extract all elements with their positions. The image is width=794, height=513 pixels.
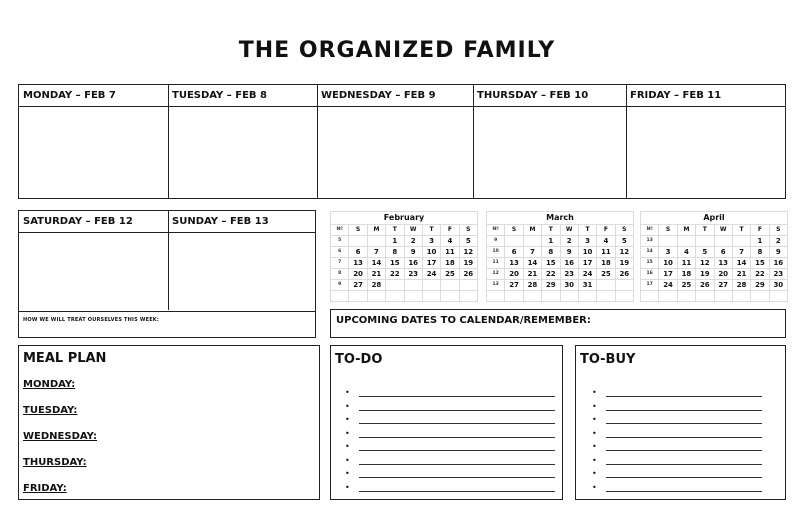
bullet-line-item xyxy=(345,402,555,414)
calendar-week-number-header: Nº xyxy=(641,225,659,236)
calendar-day: 19 xyxy=(696,269,714,280)
calendar-day xyxy=(714,291,732,302)
calendar-day: 4 xyxy=(441,236,459,247)
calendar-weekday-header: S xyxy=(459,225,477,236)
calendar-day: 28 xyxy=(523,280,541,291)
calendar-day: 21 xyxy=(732,269,750,280)
calendar-weekday-header: T xyxy=(578,225,596,236)
calendar-weekday-header: T xyxy=(422,225,440,236)
treat-label: HOW WE WILL TREAT OURSELVES THIS WEEK: xyxy=(23,317,160,323)
day-label-thursday: THURSDAY – FEB 10 xyxy=(477,90,589,101)
bullet-icon: • xyxy=(592,428,597,438)
calendar-day: 31 xyxy=(578,280,596,291)
calendar-day xyxy=(459,280,477,291)
calendar-weekday-header: F xyxy=(751,225,769,236)
calendar-weekday-header: S xyxy=(349,225,367,236)
calendar-day: 11 xyxy=(597,247,615,258)
calendar-day: 4 xyxy=(597,236,615,247)
calendar-month-title: March xyxy=(487,212,634,225)
calendar-day: 17 xyxy=(422,258,440,269)
weekend-grid xyxy=(18,210,316,338)
tobuy-box xyxy=(575,345,786,500)
bullet-icon: • xyxy=(592,469,597,478)
calendar-weekday-header: M xyxy=(367,225,385,236)
bullet-icon: • xyxy=(345,415,350,424)
calendar-week-number: 6 xyxy=(331,247,349,258)
calendar-day xyxy=(349,291,367,302)
calendar-day: 12 xyxy=(696,258,714,269)
calendar-week-number: 9 xyxy=(331,280,349,291)
calendar-day xyxy=(696,236,714,247)
calendar-weekday-header: S xyxy=(615,225,633,236)
calendar-day xyxy=(505,236,523,247)
calendar-day: 23 xyxy=(404,269,422,280)
day-label-friday: FRIDAY – FEB 11 xyxy=(630,90,722,101)
calendar-week-number: 11 xyxy=(487,258,505,269)
bullet-icon: • xyxy=(592,455,597,465)
calendar-day: 13 xyxy=(505,258,523,269)
calendar-day xyxy=(615,280,633,291)
calendar-day: 16 xyxy=(404,258,422,269)
calendar-day xyxy=(615,291,633,302)
calendar-day: 23 xyxy=(769,269,787,280)
calendar-weekday-header: W xyxy=(560,225,578,236)
bullet-line-item xyxy=(592,469,762,481)
calendar-day: 13 xyxy=(349,258,367,269)
todo-list xyxy=(345,388,555,498)
calendar-week-number xyxy=(641,291,659,302)
calendar-day: 29 xyxy=(751,280,769,291)
calendar-day: 19 xyxy=(615,258,633,269)
writing-line xyxy=(606,477,762,478)
calendar-day: 7 xyxy=(732,247,750,258)
bullet-line-item xyxy=(592,402,762,414)
calendar-day: 29 xyxy=(542,280,560,291)
weekday-grid xyxy=(18,84,786,199)
calendar-day: 1 xyxy=(386,236,404,247)
calendar-day: 3 xyxy=(659,247,677,258)
writing-line xyxy=(359,477,555,478)
calendar-day: 27 xyxy=(505,280,523,291)
calendar-weekday-header: S xyxy=(659,225,677,236)
calendar-day: 26 xyxy=(696,280,714,291)
calendar-day xyxy=(422,291,440,302)
calendar-day: 9 xyxy=(560,247,578,258)
calendar-day: 8 xyxy=(751,247,769,258)
bullet-icon: • xyxy=(345,401,350,411)
calendar-day xyxy=(714,236,732,247)
calendar-week-number: 13 xyxy=(487,280,505,291)
calendar-day: 2 xyxy=(769,236,787,247)
calendar-week-number: 16 xyxy=(641,269,659,280)
calendar-week-number: 12 xyxy=(487,269,505,280)
calendar-april xyxy=(640,211,788,302)
bullet-icon: • xyxy=(345,388,350,397)
calendar-day xyxy=(677,291,695,302)
calendar-weekday-header: S xyxy=(769,225,787,236)
calendar-day: 12 xyxy=(615,247,633,258)
calendar-week-number-header: Nº xyxy=(331,225,349,236)
calendar-day xyxy=(769,291,787,302)
bullet-icon: • xyxy=(345,428,350,438)
calendar-day: 1 xyxy=(751,236,769,247)
calendar-day: 15 xyxy=(542,258,560,269)
calendar-weekday-header: S xyxy=(505,225,523,236)
calendar-day: 11 xyxy=(677,258,695,269)
page-title: THE ORGANIZED FAMILY xyxy=(238,38,556,63)
calendar-day: 7 xyxy=(367,247,385,258)
day-label-saturday: SATURDAY – FEB 12 xyxy=(23,216,133,227)
calendar-february xyxy=(330,211,478,302)
bullet-line-item xyxy=(345,429,555,441)
calendar-day: 1 xyxy=(542,236,560,247)
calendar-day xyxy=(505,291,523,302)
treat-divider xyxy=(19,311,315,312)
calendar-day: 30 xyxy=(769,280,787,291)
meal-day-thursday: THURSDAY: xyxy=(23,457,87,468)
calendar-day xyxy=(459,291,477,302)
upcoming-label: UPCOMING DATES TO CALENDAR/REMEMBER: xyxy=(336,315,591,326)
calendar-week-number: 10 xyxy=(487,247,505,258)
writing-line xyxy=(359,437,555,438)
writing-line xyxy=(359,410,555,411)
calendar-day: 17 xyxy=(578,258,596,269)
bullet-icon: • xyxy=(592,482,597,492)
calendar-month-title: April xyxy=(641,212,788,225)
writing-line xyxy=(606,437,762,438)
bullet-line-item xyxy=(592,388,762,400)
day-label-tuesday: TUESDAY – FEB 8 xyxy=(172,90,267,101)
calendar-day: 13 xyxy=(714,258,732,269)
calendar-week-number: 13 xyxy=(641,236,659,247)
calendar-day xyxy=(696,291,714,302)
calendar-day: 18 xyxy=(441,258,459,269)
calendar-day: 9 xyxy=(769,247,787,258)
calendar-week-number: 8 xyxy=(331,269,349,280)
writing-line xyxy=(606,491,762,492)
calendar-week-number xyxy=(331,291,349,302)
bullet-line-item xyxy=(592,483,762,495)
calendar-day: 12 xyxy=(459,247,477,258)
calendar-day: 26 xyxy=(615,269,633,280)
calendar-day xyxy=(404,280,422,291)
calendar-day: 25 xyxy=(597,269,615,280)
calendar-day: 2 xyxy=(560,236,578,247)
writing-line xyxy=(359,491,555,492)
writing-line xyxy=(359,423,555,424)
calendar-march xyxy=(486,211,634,302)
bullet-line-item xyxy=(345,415,555,427)
todo-title: TO-DO xyxy=(335,352,383,367)
calendar-day: 19 xyxy=(459,258,477,269)
tobuy-title: TO-BUY xyxy=(580,352,636,367)
calendar-weekday-header: T xyxy=(386,225,404,236)
calendar-day: 24 xyxy=(578,269,596,280)
calendar-day xyxy=(386,291,404,302)
calendar-day xyxy=(349,236,367,247)
bullet-line-item xyxy=(345,442,555,454)
calendar-day: 9 xyxy=(404,247,422,258)
bullet-line-item xyxy=(592,429,762,441)
bullet-icon: • xyxy=(345,482,350,492)
calendar-day: 5 xyxy=(459,236,477,247)
day-label-sunday: SUNDAY – FEB 13 xyxy=(172,216,269,227)
calendar-day xyxy=(441,280,459,291)
writing-line xyxy=(359,396,555,397)
calendar-day: 4 xyxy=(677,247,695,258)
calendar-day xyxy=(404,291,422,302)
calendar-day xyxy=(732,236,750,247)
calendar-day xyxy=(659,291,677,302)
calendar-weekday-header: F xyxy=(441,225,459,236)
calendar-day: 14 xyxy=(732,258,750,269)
calendar-day: 27 xyxy=(714,280,732,291)
calendar-day: 23 xyxy=(560,269,578,280)
calendar-weekday-header: M xyxy=(523,225,541,236)
bullet-icon: • xyxy=(345,455,350,465)
calendar-day xyxy=(523,236,541,247)
calendar-week-number: 9 xyxy=(487,236,505,247)
calendar-day: 3 xyxy=(578,236,596,247)
meal-plan-box xyxy=(18,345,320,500)
calendar-day: 24 xyxy=(422,269,440,280)
calendar-day: 22 xyxy=(386,269,404,280)
calendar-day: 22 xyxy=(751,269,769,280)
calendar-day: 17 xyxy=(659,269,677,280)
calendar-weekday-header: T xyxy=(542,225,560,236)
calendar-day: 15 xyxy=(386,258,404,269)
calendar-week-number: 5 xyxy=(331,236,349,247)
bullet-icon: • xyxy=(592,442,597,451)
meal-day-tuesday: TUESDAY: xyxy=(23,405,78,416)
bullet-line-item xyxy=(592,456,762,468)
meal-plan-title: MEAL PLAN xyxy=(23,351,107,366)
calendar-day: 20 xyxy=(349,269,367,280)
calendar-weekday-header: M xyxy=(677,225,695,236)
calendar-day: 20 xyxy=(714,269,732,280)
calendar-day: 26 xyxy=(459,269,477,280)
bullet-line-item xyxy=(345,469,555,481)
meal-day-wednesday: WEDNESDAY: xyxy=(23,431,98,442)
bullet-icon: • xyxy=(345,442,350,451)
calendar-day: 14 xyxy=(367,258,385,269)
calendar-weekday-header: W xyxy=(714,225,732,236)
calendar-day: 8 xyxy=(542,247,560,258)
bullet-icon: • xyxy=(592,415,597,424)
bullet-line-item xyxy=(345,388,555,400)
calendar-day xyxy=(677,236,695,247)
calendar-weekday-header: W xyxy=(404,225,422,236)
writing-line xyxy=(606,423,762,424)
calendar-week-number: 17 xyxy=(641,280,659,291)
writing-line xyxy=(606,410,762,411)
calendar-week-number: 7 xyxy=(331,258,349,269)
calendar-weekday-header: T xyxy=(696,225,714,236)
writing-line xyxy=(606,396,762,397)
calendar-week-number: 15 xyxy=(641,258,659,269)
calendar-day: 22 xyxy=(542,269,560,280)
calendar-day: 3 xyxy=(422,236,440,247)
todo-box xyxy=(330,345,563,500)
bullet-line-item xyxy=(592,442,762,454)
calendar-day xyxy=(523,291,541,302)
calendar-month-title: February xyxy=(331,212,478,225)
calendar-day: 27 xyxy=(349,280,367,291)
bullet-icon: • xyxy=(345,469,350,478)
calendar-day: 21 xyxy=(523,269,541,280)
calendar-day xyxy=(659,236,677,247)
calendar-day: 15 xyxy=(751,258,769,269)
calendar-weekday-header: F xyxy=(597,225,615,236)
day-label-monday: MONDAY – FEB 7 xyxy=(23,90,116,101)
calendar-day: 10 xyxy=(578,247,596,258)
calendar-day: 28 xyxy=(732,280,750,291)
bullet-line-item xyxy=(345,483,555,495)
calendar-day xyxy=(422,280,440,291)
calendar-day: 21 xyxy=(367,269,385,280)
calendar-day: 14 xyxy=(523,258,541,269)
calendar-day: 5 xyxy=(696,247,714,258)
calendar-week-number-header: Nº xyxy=(487,225,505,236)
calendar-day: 25 xyxy=(441,269,459,280)
calendar-day: 16 xyxy=(769,258,787,269)
bullet-line-item xyxy=(345,456,555,468)
calendar-week-number: 14 xyxy=(641,247,659,258)
writing-line xyxy=(606,450,762,451)
calendar-day xyxy=(732,291,750,302)
calendar-day xyxy=(386,280,404,291)
calendar-day xyxy=(751,291,769,302)
calendar-day: 5 xyxy=(615,236,633,247)
calendar-day: 24 xyxy=(659,280,677,291)
calendar-day: 10 xyxy=(422,247,440,258)
calendar-day: 18 xyxy=(597,258,615,269)
calendar-day: 6 xyxy=(349,247,367,258)
meal-day-monday: MONDAY: xyxy=(23,379,76,390)
calendar-day: 28 xyxy=(367,280,385,291)
bullet-icon: • xyxy=(592,401,597,411)
calendar-day: 2 xyxy=(404,236,422,247)
calendar-day: 30 xyxy=(560,280,578,291)
calendar-day: 7 xyxy=(523,247,541,258)
calendar-day: 20 xyxy=(505,269,523,280)
upcoming-box xyxy=(330,309,786,338)
calendar-day: 11 xyxy=(441,247,459,258)
calendar-day xyxy=(597,280,615,291)
writing-line xyxy=(606,464,762,465)
bullet-line-item xyxy=(592,415,762,427)
calendar-day xyxy=(578,291,596,302)
calendar-day xyxy=(560,291,578,302)
tobuy-list xyxy=(592,388,762,498)
calendar-day xyxy=(367,236,385,247)
calendar-day xyxy=(542,291,560,302)
calendar-day: 16 xyxy=(560,258,578,269)
calendar-day xyxy=(441,291,459,302)
calendar-day: 8 xyxy=(386,247,404,258)
calendar-day: 6 xyxy=(505,247,523,258)
calendar-week-number xyxy=(487,291,505,302)
writing-line xyxy=(359,464,555,465)
bullet-icon: • xyxy=(592,388,597,397)
calendar-day: 25 xyxy=(677,280,695,291)
calendar-day: 18 xyxy=(677,269,695,280)
meal-day-friday: FRIDAY: xyxy=(23,483,67,494)
writing-line xyxy=(359,450,555,451)
calendar-day: 10 xyxy=(659,258,677,269)
day-label-wednesday: WEDNESDAY – FEB 9 xyxy=(321,90,436,101)
calendar-day: 6 xyxy=(714,247,732,258)
calendar-weekday-header: T xyxy=(732,225,750,236)
calendar-day xyxy=(597,291,615,302)
calendar-day xyxy=(367,291,385,302)
